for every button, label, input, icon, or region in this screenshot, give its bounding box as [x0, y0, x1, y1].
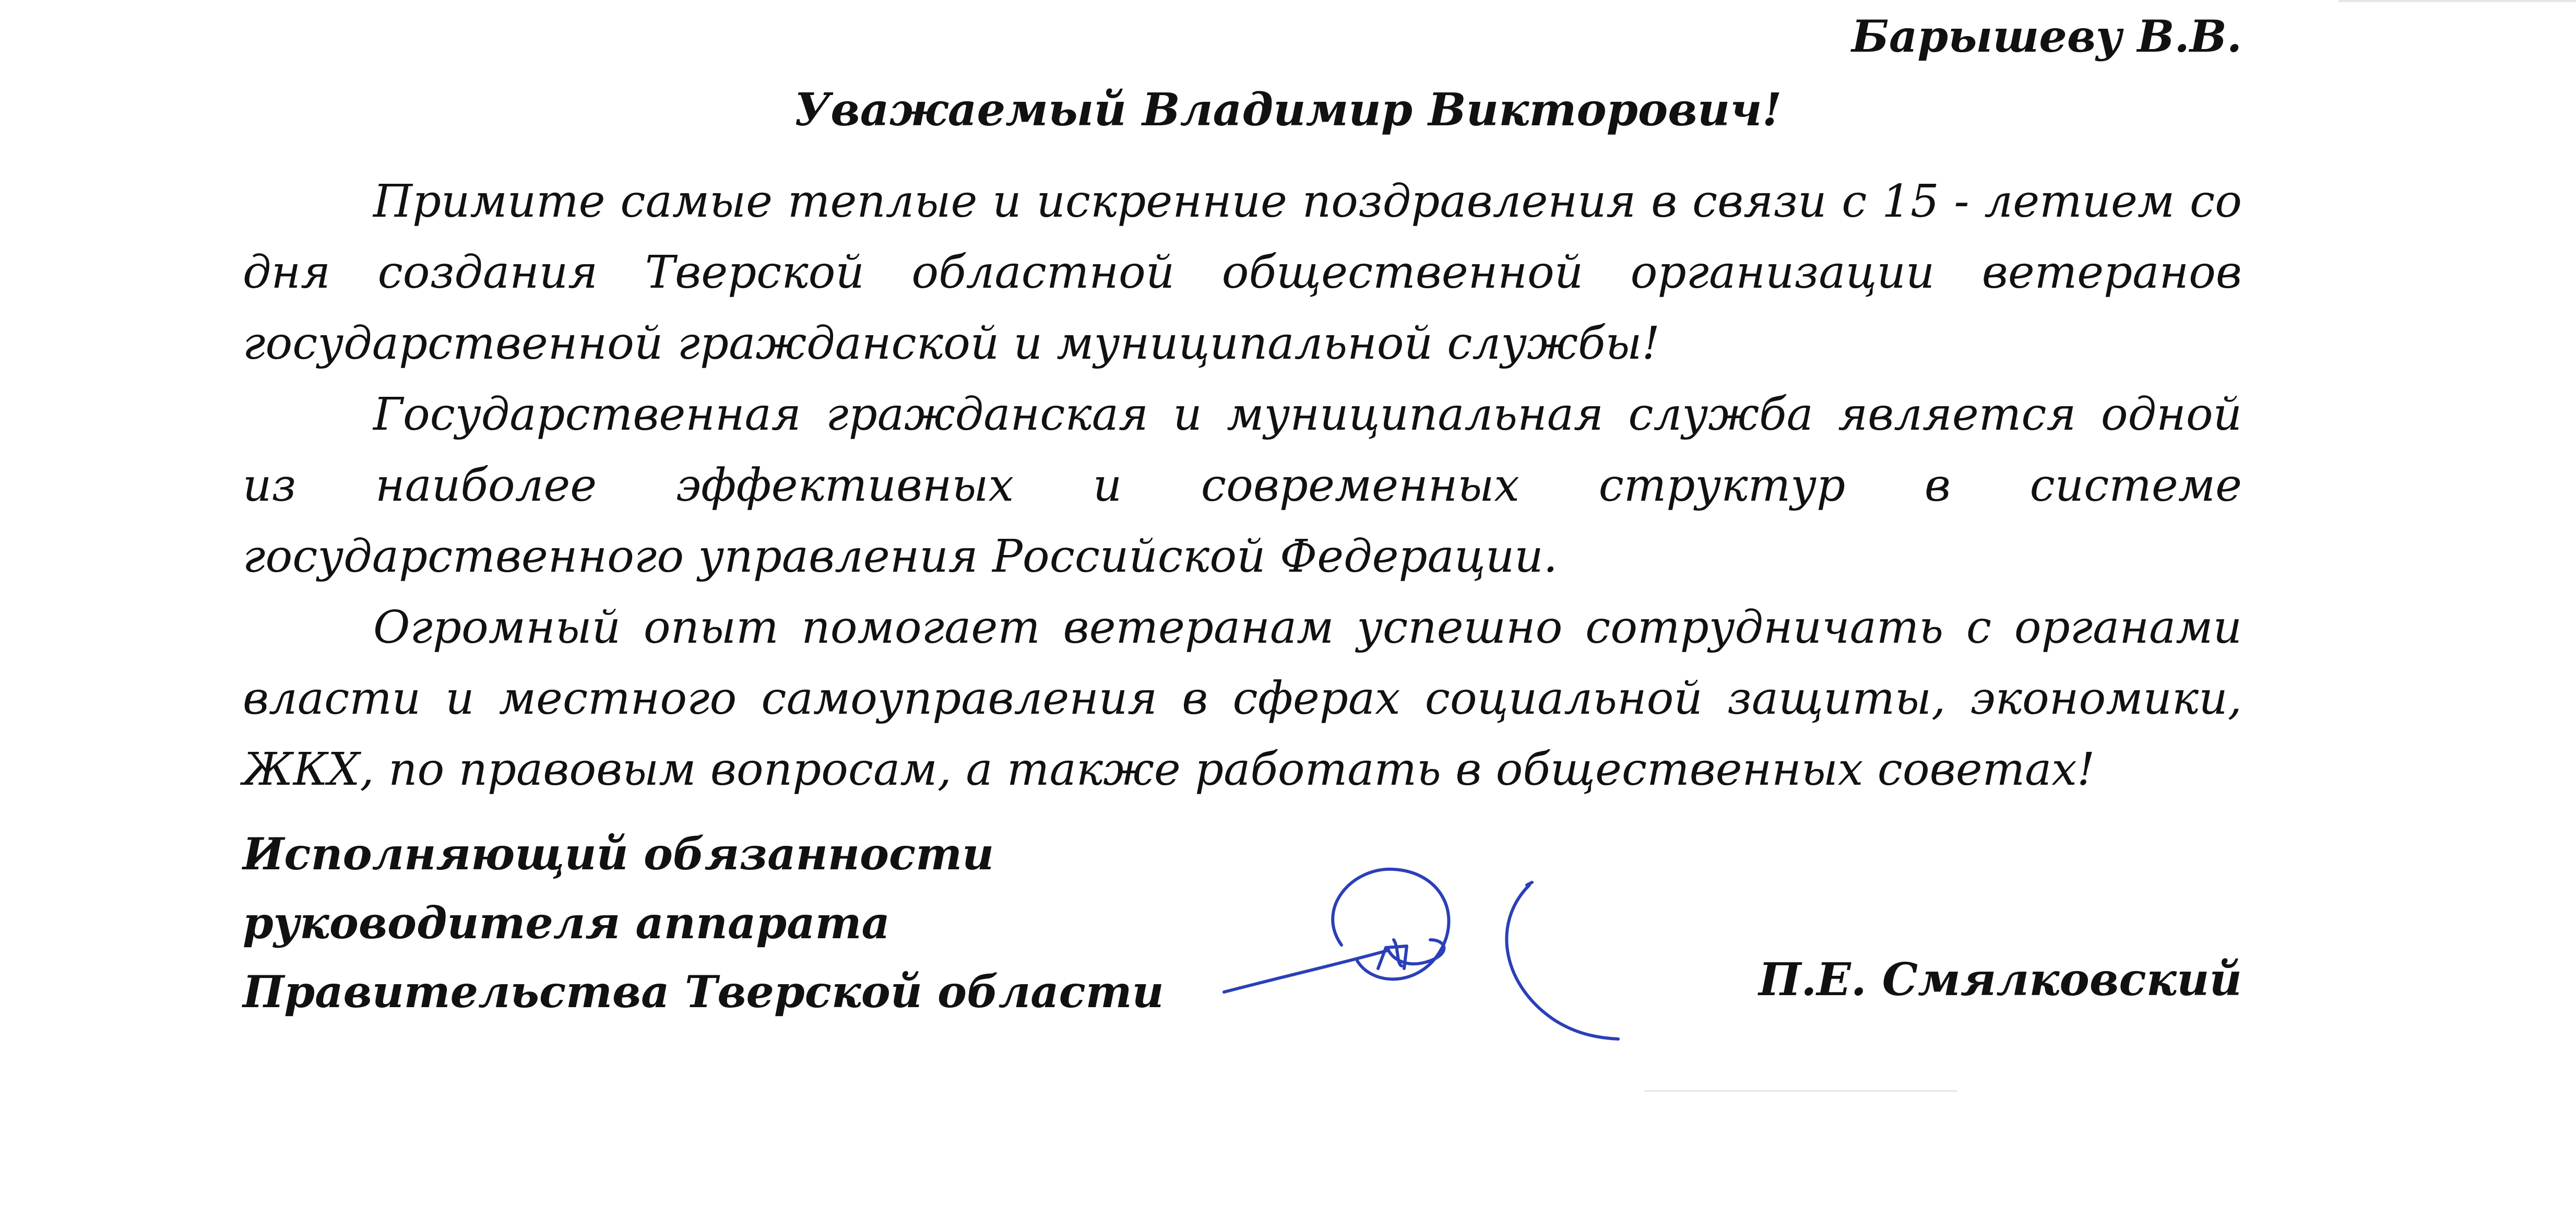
body-paragraph: Огромный опыт помогает ветеранам успешно сотрудничать с органами власти и местного самоуправления в сферах социальной защиты, экономики, ЖКХ, по правовым вопросам, а также работать в общественных советах! — [243, 601, 2242, 796]
body-paragraph: Государственная гражданская и муниципальная служба является одной из наиболее эффективных и современных структур в системе государственного управления Российской Федерации. — [243, 388, 2242, 583]
signer-title-line: Исполняющий обязанности — [243, 828, 994, 880]
scan-edge-top — [2338, 0, 2576, 2]
scan-edge-bottom — [1644, 1090, 1957, 1092]
signer-title-line: Правительства Тверской области — [243, 966, 1164, 1018]
signer-title — [243, 820, 1164, 1026]
handwritten-signature — [1221, 856, 1639, 1044]
body-paragraph: Примите самые теплые и искренние поздравления в связи с 15 - летием со дня создания Тверской областной общественной организации ветеранов государственной гражданской и муниципальной службы! — [243, 175, 2242, 370]
letter-body — [243, 166, 2242, 805]
salutation: Уважаемый Владимир Викторович! — [794, 84, 1782, 136]
addressee: Барышеву В.В. — [1851, 10, 2242, 62]
signer-name: П.Е. Смялковский — [1759, 953, 2242, 1006]
signer-title-line: руководителя аппарата — [243, 897, 890, 949]
